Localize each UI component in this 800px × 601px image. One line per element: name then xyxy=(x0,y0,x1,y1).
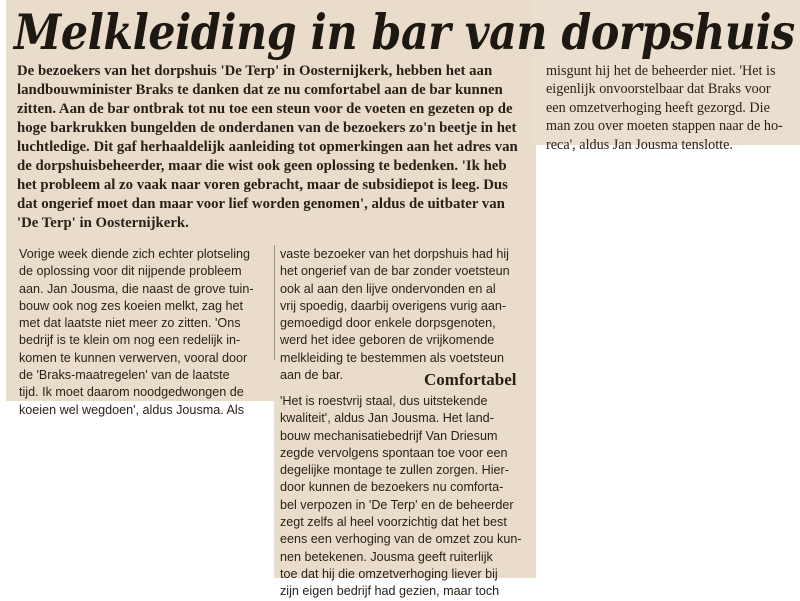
middle-column-text xyxy=(280,246,545,384)
right-column-ending xyxy=(546,62,792,154)
text-line: het probleem al zo vaak naar voren gebracht, maar de subsidiepot is leeg. Dus xyxy=(17,177,508,193)
middle-column-continued xyxy=(280,393,538,601)
text-line: aan de bar. xyxy=(280,368,344,383)
text-line: toe dat hij die omzetverhoging liever bij xyxy=(280,566,498,581)
text-line: man zou over moeten stappen naar de ho- xyxy=(546,118,783,135)
text-line: zegt zelfs al heel voorzichtig dat het best xyxy=(280,515,507,530)
torn-blank-area-left xyxy=(0,401,274,578)
text-line: De bezoekers van het dorpshuis 'De Terp' in Oosternijkerk, hebben het aan xyxy=(17,63,493,79)
text-line: hoge barkrukken bungelden de onderdanen van de bezoekers zo'n beetje in het xyxy=(17,120,517,136)
text-line: ook al aan den lijve ondervonden en al xyxy=(280,281,496,296)
intro-paragraph xyxy=(17,62,532,233)
torn-blank-area-right xyxy=(536,145,800,578)
text-line: een omzetverhoging heeft gezorgd. Die xyxy=(546,99,770,116)
text-line: landbouwminister Braks te danken dat ze nu comfortabel aan de bar kunnen xyxy=(17,82,503,98)
text-line: zijn eigen bedrijf had gezien, maar toch xyxy=(280,584,500,599)
text-line: misgunt hij het de beheerder niet. 'Het is xyxy=(546,63,776,79)
text-line: 'Het is roestvrij staal, dus uitstekende xyxy=(280,394,488,408)
text-line: komen te kunnen verwerven, vooral door xyxy=(19,350,248,365)
text-line: bouw mechanisatiebedrijf Van Driesum xyxy=(280,428,498,443)
text-line: aan. Jan Jousma, die naast de grove tuin- xyxy=(19,281,254,296)
headline: Melkleiding in bar van dorpshuis xyxy=(14,3,795,61)
text-line: de dorpshuisbeheerder, maar die wist ook geen oplossing te bedenken. 'Ik heb xyxy=(17,158,507,174)
text-line: melkleiding te bestemmen als voetsteun xyxy=(280,350,505,365)
text-line: werd het idee geboren de vrijkomende xyxy=(280,333,495,348)
text-line: dat ongerief moet dan maar voor lief worden genomen', aldus de uitbater van xyxy=(17,196,505,212)
text-line: 'De Terp' in Oosternijkerk. xyxy=(17,215,189,231)
subheading: Comfortabel xyxy=(424,370,517,389)
text-line: kwaliteit', aldus Jan Jousma. Het land- xyxy=(280,411,494,426)
text-line: zitten. Aan de bar ontbrak tot nu toe een steun voor de voeten en gezeten op de xyxy=(17,101,513,117)
text-line: bedrijf is te klein om nog een redelijk in- xyxy=(19,333,241,348)
text-line: gemoedigd door enkele dorpsgenoten, xyxy=(280,316,496,331)
text-line: Vorige week diende zich echter plotseling xyxy=(19,247,251,261)
text-line: de oplossing voor dit nijpende probleem xyxy=(19,264,242,279)
text-line: zegde vervolgens spontaan toe voor een xyxy=(280,445,508,460)
text-line: bouw ook nog zes koeien melkt, zag het xyxy=(19,298,244,313)
text-line: bel verpozen in 'De Terp' en de beheerder xyxy=(280,497,514,512)
text-line: degelijke montage te zullen zorgen. Hier- xyxy=(280,463,509,478)
text-line: tijd. Ik moet daarom noodgedwongen de xyxy=(19,385,244,400)
text-line: door kunnen de bezoekers nu comforta- xyxy=(280,480,504,495)
text-line: met dat laatste niet meer zo zitten. 'Ons xyxy=(19,316,241,331)
text-line: vaste bezoeker van het dorpshuis had hij xyxy=(280,247,509,261)
text-line: nen betekenen. Jousma geeft ruiterlijk xyxy=(280,549,493,564)
text-line: luchtledige. Dit gaf herhaaldelijk aanleiding tot opmerkingen aan het adres van xyxy=(17,139,518,155)
text-line: eens een verhoging van de omzet zou kun- xyxy=(280,532,522,547)
text-line: het ongerief van de bar zonder voetsteun xyxy=(280,264,510,279)
text-line: vrij spoedig, daarbij overigens vurig aan- xyxy=(280,298,507,313)
text-line: eigenlijk onvoorstelbaar dat Braks voor xyxy=(546,81,771,98)
text-line: de 'Braks-maatregelen' van de laatste xyxy=(19,368,230,383)
left-column-text xyxy=(19,246,277,419)
text-line: koeien wel wegdoen', aldus Jousma. Als xyxy=(19,402,245,417)
text-line: reca', aldus Jan Jousma tenslotte. xyxy=(546,136,733,153)
